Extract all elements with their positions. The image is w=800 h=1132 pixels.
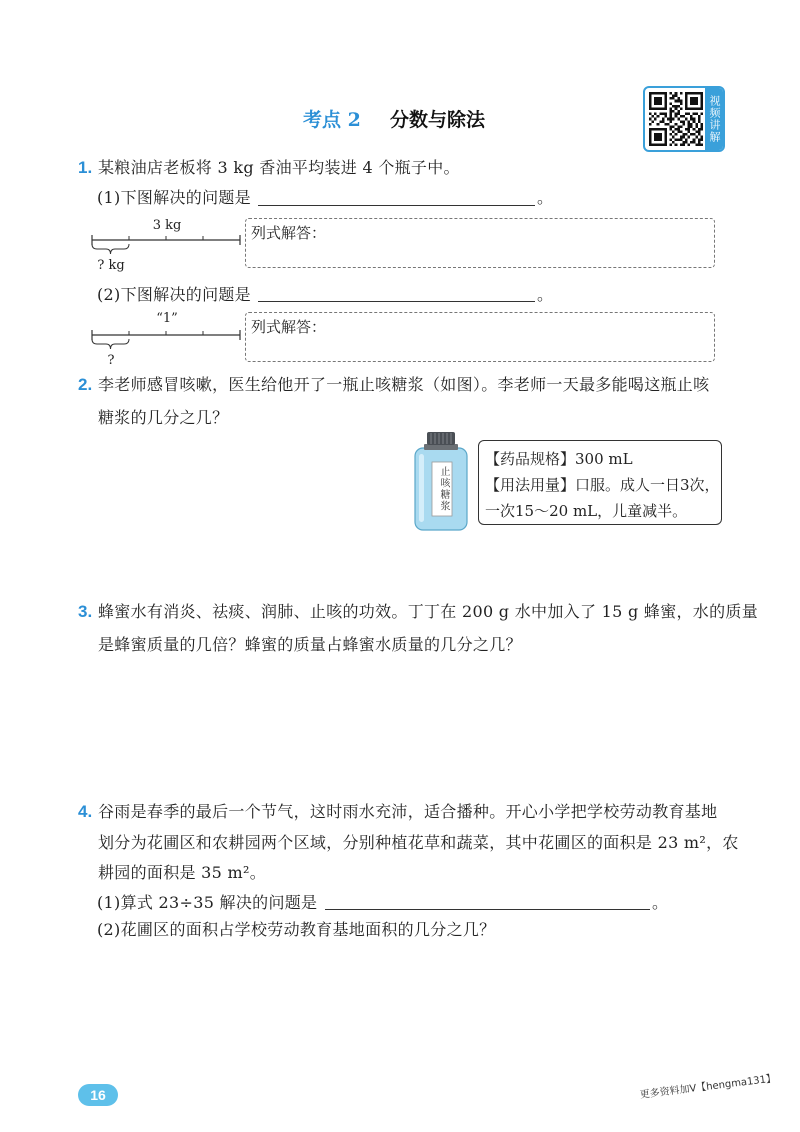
q1-part2-prompt: (2)下图解决的问题是 [97, 285, 251, 304]
bottle-highlight [419, 454, 424, 522]
question-number-1: 1. [78, 158, 93, 177]
diagram1-brace [92, 244, 129, 254]
q4-part1-prompt: (1)算式 23÷35 解决的问题是 [97, 893, 318, 912]
medicine-usage: 【用法用量】口服。成人一日3次， [485, 476, 720, 494]
question-4-line: 谷雨是春季的最后一个节气，这时雨水充沛，适合播种。开心小学把学校劳动教育基地 [98, 802, 718, 821]
q1-part1-prompt: (1)下图解决的问题是 [97, 188, 251, 207]
q1-part1-line-diagram [86, 212, 250, 276]
question-number-3: 3. [78, 602, 93, 621]
question-4-line: 耕园的面积是 35 m²。 [98, 863, 267, 882]
question-2-line: 李老师感冒咳嗽，医生给他开了一瓶止咳糖浆（如图）。李老师一天最多能喝这瓶止咳 [98, 375, 710, 394]
q1-part2-suffix: 。 [537, 285, 554, 304]
q1-part1-suffix: 。 [537, 188, 554, 207]
topic-label: 考点 2 [303, 109, 361, 131]
q1-part2-answer-box [245, 312, 715, 362]
q1-part2-line-diagram [86, 306, 250, 370]
diagram2-brace [92, 339, 129, 349]
question-4-line: 划分为花圃区和农耕园两个区域，分别种植花草和蔬菜，其中花圃区的面积是 23 m²，农 [98, 833, 739, 852]
q1-part1-answer-label: 列式解答： [251, 224, 327, 242]
q4-part1-answer-blank [325, 909, 650, 910]
page-number-badge: 16 [78, 1084, 118, 1106]
medicine-info-box [478, 440, 722, 525]
q1-part1-answer-blank [258, 205, 535, 206]
question-2-line: 糖浆的几分之几？ [98, 408, 229, 427]
q1-part1-answer-box [245, 218, 715, 268]
qr-code-icon [649, 92, 703, 146]
diagram2-total-label: “1” [156, 311, 178, 326]
video-tag: 视频讲解 [705, 88, 723, 150]
video-qr-code [643, 86, 725, 152]
diagram1-total-label: 3 kg [152, 218, 182, 233]
question-3-line: 是蜂蜜质量的几倍？蜂蜜的质量占蜂蜜水质量的几分之几？ [98, 635, 522, 654]
q1-part2-answer-blank [258, 301, 535, 302]
q1-part2-answer-label: 列式解答： [251, 318, 327, 336]
q4-part2-prompt: (2)花圃区的面积占学校劳动教育基地面积的几分之几？ [97, 920, 496, 939]
question-3-line: 蜂蜜水有消炎、祛痰、润肺、止咳的功效。丁丁在 200 g 水中加入了 15 g 蜂蜜，水的质量 [98, 602, 758, 621]
medicine-dosage: 一次15～20 mL，儿童减半。 [485, 502, 688, 520]
question-number-2: 2. [78, 375, 93, 394]
question-number-4: 4. [78, 802, 93, 821]
diagram2-part-label: ? [107, 353, 115, 368]
topic-title: 分数与除法 [390, 109, 486, 131]
q4-part1-suffix: 。 [652, 893, 669, 912]
medicine-spec: 【药品规格】300 mL [485, 450, 633, 468]
diagram1-part-label: ? kg [97, 258, 125, 273]
watermark-text: 更多资料加V【hengma131】 [639, 1073, 777, 1101]
bottle-label-text: 止咳糖浆 [438, 466, 449, 512]
question-1-stem: 某粮油店老板将 3 kg 香油平均装进 4 个瓶子中。 [98, 158, 460, 177]
